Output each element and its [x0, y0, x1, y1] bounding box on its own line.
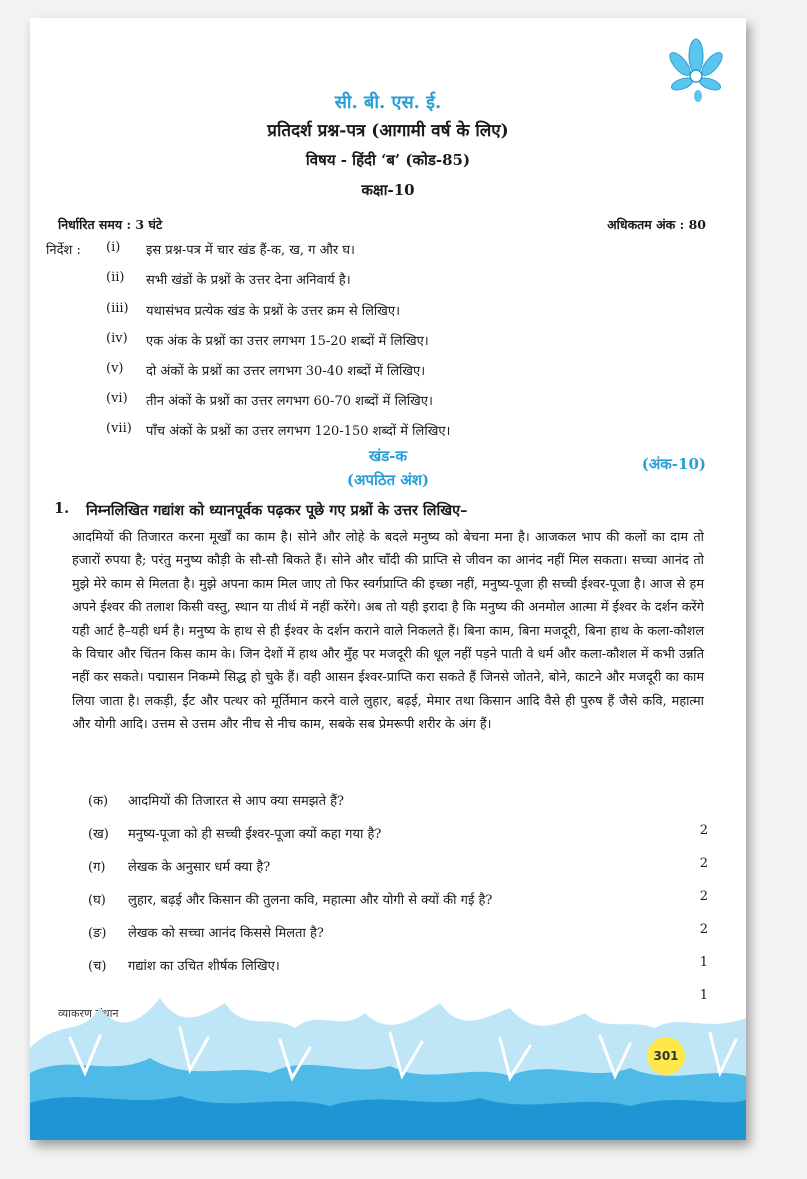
sub-question: (क) आदमियों की तिजारत से आप क्या समझते हैं? [88, 794, 345, 809]
section-subtitle: (अपठित अंश) [346, 471, 430, 489]
section-marks: (अंक-10) [641, 455, 706, 473]
sub-question: (च) गद्यांश का उचित शीर्षक लिखिए। [88, 959, 280, 974]
instruction-item: (ii) सभी खंडों के प्रश्नों के उत्तर देना अनिवार्य है। [106, 270, 351, 288]
marks-value: 2 [699, 823, 708, 838]
unseen-passage: आदमियों की तिजारत करना मूर्खों का काम है। सोने और लोहे के बदले मनुष्य को बेचना मना है। आजकल भाप की कलों का दाम तो हजारों रुपया है; परंतु मनुष्य कौड़ी के सौ-सौ बिकते हैं। सोने और चाँदी की प्राप्ति से जीवन का आनंद नहीं मिल सकता। सच्चा आनंद तो मुझे मेरे काम से मिलता है। मुझे अपना काम मिल जाए तो फिर स्वर्गप्राप्ति की इच्छा नहीं, मनुष्य-पूजा ही सच्ची ईश्वर-पूजा है। आज से हम अपने ईश्वर की तलाश किसी वस्तु, स्थान या तीर्थ में नहीं करेंगे। अब तो यही इरादा है कि मनुष्य की अनमोल आत्मा में ईश्वर के दर्शन करेंगे यही आर्ट है–यही धर्म है। मनुष्य के हाथ से ही ईश्वर के दर्शन कराने वाले निकलते हैं। बिना काम, बिना मजदूरी, बिना हाथ के कला-कौशल के विचार और चिंतन किस काम के। जिन देशों में हाथ और मुँह पर मजदूरी की धूल नहीं पड़ने पाती वे धर्म और कला-कौशल में कभी उन्नति नहीं कर सकते। पद्मासन निकम्मे सिद्ध हो चुके हैं। वही आसन ईश्वर-प्राप्ति करा सकते हैं जिनसे जोतने, बोने, काटने और मजदूरी का काम लिया जाता है। लकड़ी, ईंट और पत्थर को मूर्तिमान करने वाले लुहार, बढ़ई, मेमार तथा किसान आदि वैसे ही पुरुष हैं जैसे कवि, महात्मा और योगी आदि। उत्तम से उत्तम और नीच से नीच काम, सबके सब प्रेमरूपी शरीर के अंग हैं। [72, 530, 704, 733]
question-number: 1. [54, 500, 70, 517]
class-line: कक्षा-10 [361, 181, 415, 199]
instruction-item: (v) दो अंकों के प्रश्नों का उत्तर लगभग 30-40 शब्दों में लिखिए। [106, 361, 426, 379]
marks-value: 2 [699, 856, 708, 871]
sub-question: (घ) लुहार, बढ़ई और किसान की तुलना कवि, महात्मा और योगी से क्यों की गई है? [88, 893, 493, 908]
marks-value: 2 [699, 922, 708, 937]
page-number: 301 [647, 1037, 685, 1075]
instruction-item: (i) इस प्रश्न-पत्र में चार खंड हैं-क, ख, ग और घ। [106, 240, 355, 258]
sub-question: (ख) मनुष्य-पूजा को ही सच्ची ईश्वर-पूजा क्यों कहा गया है? [88, 827, 382, 842]
instruction-item: (vi) तीन अंकों के प्रश्नों का उत्तर लगभग 60-70 शब्दों में लिखिए। [106, 391, 433, 409]
instruction-item: (iv) एक अंक के प्रश्नों का उत्तर लगभग 15-20 शब्दों में लिखिए। [106, 331, 429, 349]
marks-value: 1 [699, 988, 708, 1003]
paper-title: प्रतिदर्श प्रश्न-पत्र (आगामी वर्ष के लिए) [267, 121, 509, 141]
instructions-label: निर्देश : [46, 243, 81, 258]
instruction-item: (iii) यथासंभव प्रत्येक खंड के प्रश्नों के उत्तर क्रम से लिखिए। [106, 301, 401, 319]
book-name: व्याकरण संधान [58, 1007, 119, 1020]
document-page [30, 18, 746, 1140]
section-name: खंड-क [368, 447, 408, 465]
water-wave-decoration-icon [30, 978, 746, 1140]
board-name: सी. बी. एस. ई. [334, 92, 442, 113]
time-allowed: निर्धारित समय : 3 घंटे [58, 217, 163, 232]
marks-value: 2 [699, 889, 708, 904]
sub-question: (ग) लेखक के अनुसार धर्म क्या है? [88, 860, 271, 875]
question-heading: निम्नलिखित गद्यांश को ध्यानपूर्वक पढ़कर पूछे गए प्रश्नों के उत्तर लिखिए– [86, 502, 468, 519]
instruction-item: (vii) पाँच अंकों के प्रश्नों का उत्तर लगभग 120-150 शब्दों में लिखिए। [106, 421, 451, 439]
max-marks: अधिकतम अंक : 80 [607, 217, 706, 232]
subject-line: विषय - हिंदी ‘ब’ (कोड-85) [305, 151, 471, 169]
sub-question: (ङ) लेखक को सच्चा आनंद किससे मिलता है? [88, 926, 324, 941]
marks-value: 1 [699, 955, 708, 970]
